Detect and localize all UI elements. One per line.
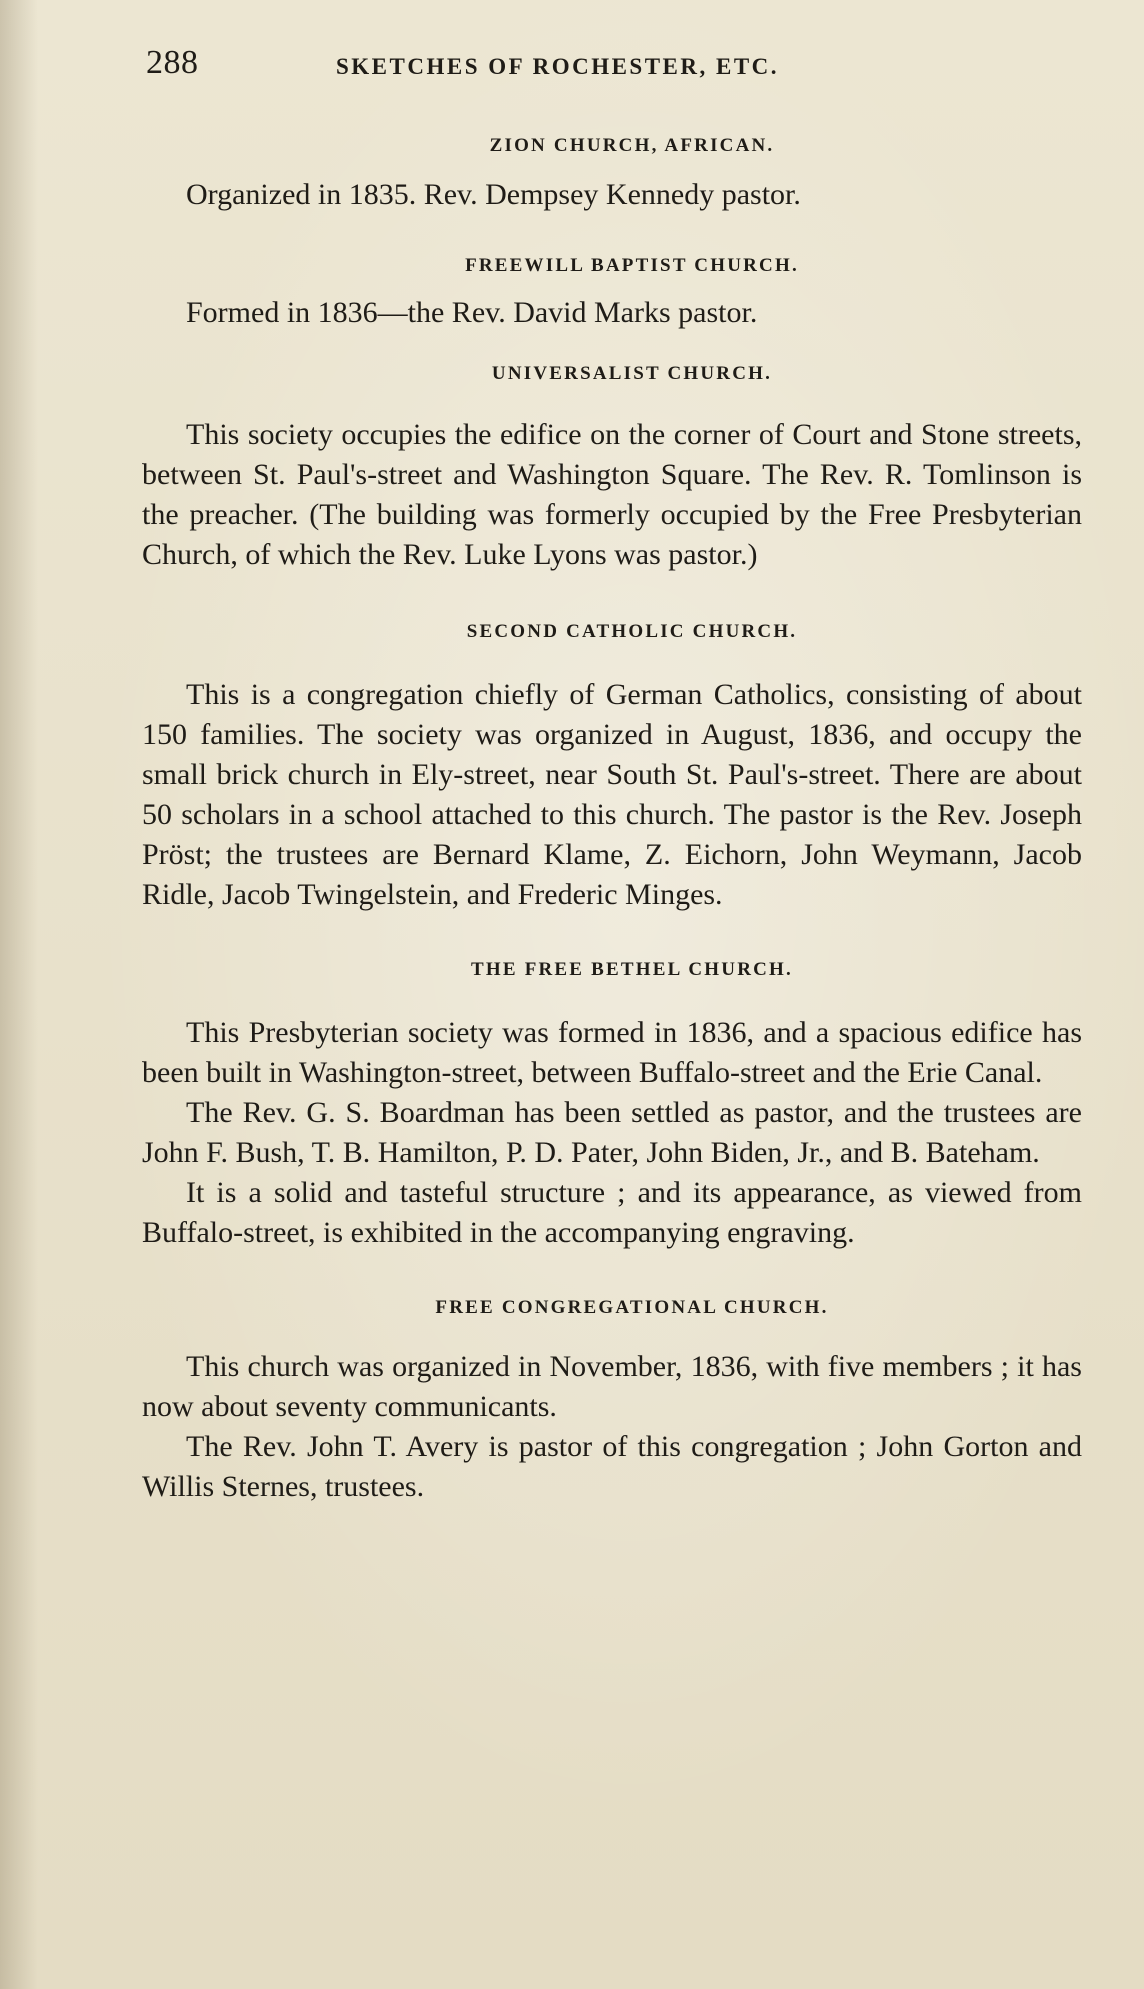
section-paragraph-free-congregational-1: This church was organized in November, 1836, with five members ; it has now about seventy communicants. xyxy=(142,1350,1082,1423)
section-paragraph-universalist: This society occupies the edifice on the corner of Court and Stone streets, between St. Paul's-street and Washington Square. The Rev. R. Tomlinson is the preacher. (The building was formerly occupied by the Free Presbyterian Church, of which the Rev. Luke Lyons was pastor.) xyxy=(142,418,1082,571)
section-paragraph-second-catholic: This is a congregation chiefly of German Catholics, consisting of about 150 families. The society was organized in August, 1836, and occupy the small brick church in Ely-street, near South St. Paul's-street. There are about 50 scholars in a school attached to this church. The pastor is the Rev. Joseph Pröst; the trustees are Bernard Klame, Z. Eichorn, John Weymann, Jacob Ridle, Jacob Twingelstein, and Frederic Minges. xyxy=(142,678,1082,911)
text-block xyxy=(142,120,1082,1507)
running-title: SKETCHES OF ROCHESTER, ETC. xyxy=(336,54,780,79)
section-paragraph-freewill-baptist: Formed in 1836—the Rev. David Marks pastor. xyxy=(186,296,758,329)
section-paragraph-zion-church: Organized in 1835. Rev. Dempsey Kennedy pastor. xyxy=(186,178,801,211)
spine-shadow xyxy=(0,0,38,1989)
section-heading-zion-church: ZION CHURCH, AFRICAN. xyxy=(489,135,775,156)
section-paragraph-free-bethel-3: It is a solid and tasteful structure ; and its appearance, as viewed from Buffalo-street, is exhibited in the accompanying engraving. xyxy=(142,1176,1082,1249)
section-heading-free-congregational: FREE CONGREGATIONAL CHURCH. xyxy=(435,1297,829,1318)
running-head xyxy=(146,44,906,90)
section-heading-free-bethel: THE FREE BETHEL CHURCH. xyxy=(471,959,793,980)
section-heading-second-catholic: SECOND CATHOLIC CHURCH. xyxy=(466,621,798,642)
section-paragraph-free-congregational-2: The Rev. John T. Avery is pastor of this congregation ; John Gorton and Willis Sternes, trustees. xyxy=(142,1430,1082,1503)
section-paragraph-free-bethel-1: This Presbyterian society was formed in 1836, and a spacious edifice has been built in Washington-street, between Buffalo-street and the Erie Canal. xyxy=(142,1016,1082,1089)
section-heading-freewill-baptist: FREEWILL BAPTIST CHURCH. xyxy=(465,255,799,276)
section-paragraph-free-bethel-2: The Rev. G. S. Boardman has been settled as pastor, and the trustees are John F. Bush, T. B. Hamilton, P. D. Pater, John Biden, Jr., and B. Bateham. xyxy=(142,1096,1082,1169)
page-number: 288 xyxy=(146,44,199,81)
section-heading-universalist: UNIVERSALIST CHURCH. xyxy=(491,363,773,384)
